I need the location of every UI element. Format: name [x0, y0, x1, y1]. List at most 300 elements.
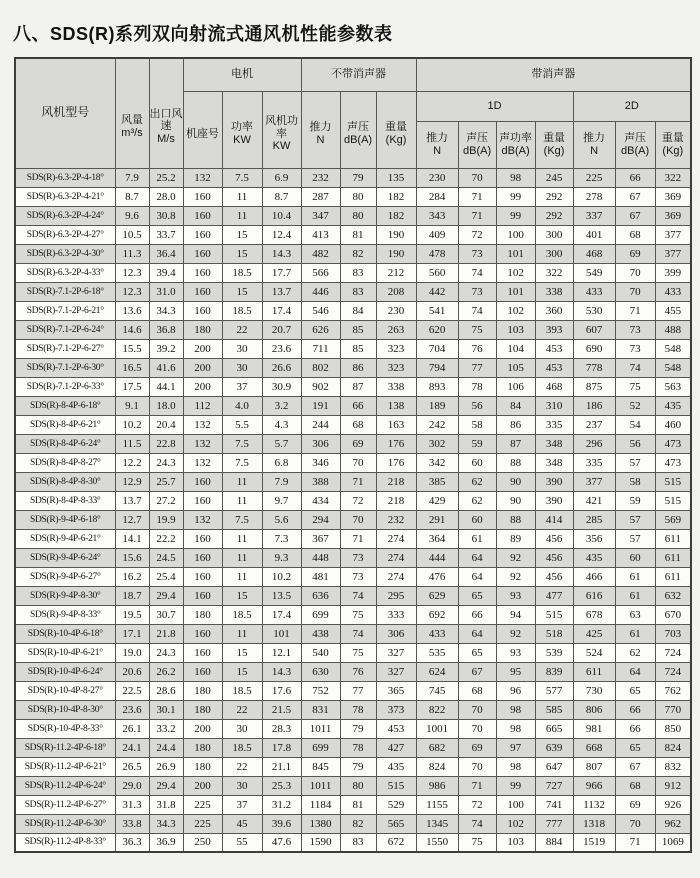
- model-cell: SDS(R)-10-4P-8-27°: [15, 681, 115, 700]
- value-cell: 59: [458, 434, 496, 453]
- value-cell: 3.2: [262, 396, 301, 415]
- value-cell: 337: [573, 206, 615, 225]
- value-cell: 26.1: [115, 719, 149, 738]
- value-cell: 75: [340, 605, 376, 624]
- value-cell: 13.5: [262, 586, 301, 605]
- value-cell: 711: [301, 339, 340, 358]
- value-cell: 377: [573, 472, 615, 491]
- value-cell: 20.6: [115, 662, 149, 681]
- value-cell: 225: [183, 795, 222, 814]
- value-cell: 70: [458, 719, 496, 738]
- value-cell: 75: [458, 833, 496, 852]
- value-cell: 577: [535, 681, 573, 700]
- value-cell: 515: [535, 605, 573, 624]
- table-row: [15, 814, 691, 833]
- value-cell: 1155: [416, 795, 458, 814]
- value-cell: 296: [573, 434, 615, 453]
- value-cell: 75: [615, 377, 655, 396]
- value-cell: 285: [573, 510, 615, 529]
- col-header-1d-weight: 重量 (Kg): [535, 121, 573, 168]
- table-row: [15, 643, 691, 662]
- value-cell: 11.5: [115, 434, 149, 453]
- value-cell: 41.6: [149, 358, 183, 377]
- value-cell: 163: [376, 415, 416, 434]
- value-cell: 777: [535, 814, 573, 833]
- value-cell: 322: [535, 263, 573, 282]
- value-cell: 26.2: [149, 662, 183, 681]
- value-cell: 106: [496, 377, 535, 396]
- value-cell: 962: [655, 814, 691, 833]
- value-cell: 20.7: [262, 320, 301, 339]
- value-cell: 986: [416, 776, 458, 795]
- model-cell: SDS(R)-9-4P-6-18°: [15, 510, 115, 529]
- value-cell: 68: [615, 225, 655, 244]
- value-cell: 585: [535, 700, 573, 719]
- value-cell: 364: [416, 529, 458, 548]
- value-cell: 101: [496, 244, 535, 263]
- value-cell: 5.7: [262, 434, 301, 453]
- model-cell: SDS(R)-9-4P-6-27°: [15, 567, 115, 586]
- value-cell: 778: [573, 358, 615, 377]
- value-cell: 66: [615, 168, 655, 187]
- value-cell: 12.9: [115, 472, 149, 491]
- value-cell: 66: [615, 700, 655, 719]
- value-cell: 22.8: [149, 434, 183, 453]
- model-cell: SDS(R)-10-4P-8-33°: [15, 719, 115, 738]
- value-cell: 186: [573, 396, 615, 415]
- value-cell: 360: [535, 301, 573, 320]
- value-cell: 12.1: [262, 643, 301, 662]
- value-cell: 9.7: [262, 491, 301, 510]
- value-cell: 433: [573, 282, 615, 301]
- value-cell: 24.4: [149, 738, 183, 757]
- value-cell: 39.6: [262, 814, 301, 833]
- value-cell: 87: [340, 377, 376, 396]
- value-cell: 30.9: [262, 377, 301, 396]
- value-cell: 356: [573, 529, 615, 548]
- outlet-speed-unit: M/s: [157, 133, 175, 146]
- value-cell: 75: [458, 320, 496, 339]
- value-cell: 66: [458, 605, 496, 624]
- value-cell: 690: [573, 339, 615, 358]
- value-cell: 7.5: [222, 510, 262, 529]
- value-cell: 390: [535, 472, 573, 491]
- value-cell: 1011: [301, 719, 340, 738]
- value-cell: 348: [535, 434, 573, 453]
- col-header-power: [222, 91, 262, 168]
- value-cell: 71: [615, 833, 655, 852]
- value-cell: 13.7: [262, 282, 301, 301]
- value-cell: 45: [222, 814, 262, 833]
- value-cell: 92: [496, 624, 535, 643]
- value-cell: 435: [655, 396, 691, 415]
- value-cell: 539: [535, 643, 573, 662]
- value-cell: 56: [615, 434, 655, 453]
- model-cell: SDS(R)-11.2-4P-8-33°: [15, 833, 115, 852]
- value-cell: 611: [655, 548, 691, 567]
- value-cell: 12.3: [115, 282, 149, 301]
- table-row: [15, 263, 691, 282]
- value-cell: 7.5: [222, 434, 262, 453]
- value-cell: 515: [655, 472, 691, 491]
- model-cell: SDS(R)-7.1-2P-6-33°: [15, 377, 115, 396]
- value-cell: 80: [340, 776, 376, 795]
- value-cell: 37: [222, 377, 262, 396]
- value-cell: 11: [222, 472, 262, 491]
- value-cell: 7.3: [262, 529, 301, 548]
- value-cell: 25.2: [149, 168, 183, 187]
- value-cell: 160: [183, 263, 222, 282]
- fan-power-label: 风机功率: [265, 115, 299, 140]
- model-cell: SDS(R)-6.3-2P-4-33°: [15, 263, 115, 282]
- value-cell: 237: [573, 415, 615, 434]
- value-cell: 1001: [416, 719, 458, 738]
- value-cell: 323: [376, 358, 416, 377]
- model-cell: SDS(R)-6.3-2P-4-24°: [15, 206, 115, 225]
- value-cell: 626: [301, 320, 340, 339]
- value-cell: 99: [496, 187, 535, 206]
- value-cell: 34.3: [149, 814, 183, 833]
- table-row: [15, 320, 691, 339]
- value-cell: 306: [376, 624, 416, 643]
- value-cell: 135: [376, 168, 416, 187]
- model-cell: SDS(R)-11.2-4P-6-24°: [15, 776, 115, 795]
- value-cell: 24.3: [149, 643, 183, 662]
- value-cell: 488: [655, 320, 691, 339]
- value-cell: 78: [458, 377, 496, 396]
- value-cell: 99: [496, 206, 535, 225]
- value-cell: 57: [615, 453, 655, 472]
- value-cell: 55: [222, 833, 262, 852]
- value-cell: 64: [458, 567, 496, 586]
- model-cell: SDS(R)-7.1-2P-6-18°: [15, 282, 115, 301]
- col-header-spl-ns: [340, 91, 376, 168]
- value-cell: 160: [183, 187, 222, 206]
- value-cell: 24.5: [149, 548, 183, 567]
- value-cell: 1380: [301, 814, 340, 833]
- value-cell: 1132: [573, 795, 615, 814]
- value-cell: 630: [301, 662, 340, 681]
- value-cell: 5.6: [262, 510, 301, 529]
- value-cell: 448: [301, 548, 340, 567]
- value-cell: 61: [615, 567, 655, 586]
- value-cell: 377: [655, 225, 691, 244]
- value-cell: 25.7: [149, 472, 183, 491]
- value-cell: 18.5: [222, 738, 262, 757]
- value-cell: 160: [183, 529, 222, 548]
- value-cell: 200: [183, 719, 222, 738]
- value-cell: 225: [573, 168, 615, 187]
- value-cell: 530: [573, 301, 615, 320]
- value-cell: 34.3: [149, 301, 183, 320]
- col-header-airflow: [115, 58, 149, 168]
- value-cell: 66: [615, 719, 655, 738]
- value-cell: 435: [573, 548, 615, 567]
- value-cell: 7.5: [222, 453, 262, 472]
- value-cell: 4.3: [262, 415, 301, 434]
- value-cell: 560: [416, 263, 458, 282]
- table-row: [15, 377, 691, 396]
- value-cell: 515: [655, 491, 691, 510]
- value-cell: 529: [376, 795, 416, 814]
- value-cell: 102: [496, 263, 535, 282]
- col-header-thrust-ns: [301, 91, 340, 168]
- value-cell: 64: [458, 624, 496, 643]
- value-cell: 15: [222, 244, 262, 263]
- spl-unit: dB(A): [343, 134, 373, 146]
- value-cell: 27.2: [149, 491, 183, 510]
- value-cell: 434: [301, 491, 340, 510]
- value-cell: 76: [340, 662, 376, 681]
- value-cell: 70: [340, 510, 376, 529]
- col-header-model-label: 风机型号: [41, 105, 90, 120]
- value-cell: 632: [655, 586, 691, 605]
- value-cell: 70: [340, 453, 376, 472]
- value-cell: 611: [655, 567, 691, 586]
- value-cell: 70: [458, 700, 496, 719]
- value-cell: 10.4: [262, 206, 301, 225]
- value-cell: 160: [183, 472, 222, 491]
- value-cell: 12.2: [115, 453, 149, 472]
- model-cell: SDS(R)-8-4P-8-30°: [15, 472, 115, 491]
- value-cell: 70: [458, 168, 496, 187]
- value-cell: 832: [655, 757, 691, 776]
- value-cell: 11: [222, 567, 262, 586]
- value-cell: 56: [458, 396, 496, 415]
- value-cell: 28.3: [262, 719, 301, 738]
- value-cell: 98: [496, 719, 535, 738]
- table-row: [15, 472, 691, 491]
- value-cell: 160: [183, 548, 222, 567]
- value-cell: 524: [573, 643, 615, 662]
- value-cell: 73: [458, 244, 496, 263]
- value-cell: 692: [416, 605, 458, 624]
- value-cell: 160: [183, 301, 222, 320]
- value-cell: 67: [458, 662, 496, 681]
- col-header-1d-thrust: 推力 N: [416, 121, 458, 168]
- value-cell: 180: [183, 681, 222, 700]
- value-cell: 101: [496, 282, 535, 301]
- value-cell: 64: [615, 662, 655, 681]
- value-cell: 10.5: [115, 225, 149, 244]
- table-row: [15, 415, 691, 434]
- value-cell: 92: [496, 548, 535, 567]
- value-cell: 182: [376, 206, 416, 225]
- value-cell: 39.2: [149, 339, 183, 358]
- value-cell: 74: [458, 263, 496, 282]
- value-cell: 83: [340, 263, 376, 282]
- value-cell: 442: [416, 282, 458, 301]
- value-cell: 96: [496, 681, 535, 700]
- value-cell: 17.7: [262, 263, 301, 282]
- value-cell: 189: [416, 396, 458, 415]
- value-cell: 473: [655, 434, 691, 453]
- model-cell: SDS(R)-10-4P-6-18°: [15, 624, 115, 643]
- model-cell: SDS(R)-9-4P-8-33°: [15, 605, 115, 624]
- value-cell: 444: [416, 548, 458, 567]
- value-cell: 18.5: [222, 605, 262, 624]
- value-cell: 65: [615, 681, 655, 700]
- value-cell: 182: [376, 187, 416, 206]
- value-cell: 427: [376, 738, 416, 757]
- value-cell: 200: [183, 358, 222, 377]
- value-cell: 548: [655, 358, 691, 377]
- col-group-with-silencer: 带消声器: [416, 58, 691, 91]
- value-cell: 71: [615, 301, 655, 320]
- value-cell: 70: [615, 814, 655, 833]
- col-header-2d-spl: 声压 dB(A): [615, 121, 655, 168]
- value-cell: 71: [458, 187, 496, 206]
- value-cell: 294: [301, 510, 340, 529]
- table-row: [15, 719, 691, 738]
- value-cell: 365: [376, 681, 416, 700]
- value-cell: 75: [340, 643, 376, 662]
- value-cell: 132: [183, 453, 222, 472]
- value-cell: 730: [573, 681, 615, 700]
- model-cell: SDS(R)-8-4P-6-24°: [15, 434, 115, 453]
- value-cell: 21.8: [149, 624, 183, 643]
- value-cell: 36.4: [149, 244, 183, 263]
- value-cell: 367: [301, 529, 340, 548]
- value-cell: 70: [615, 282, 655, 301]
- value-cell: 64: [458, 548, 496, 567]
- value-cell: 9.6: [115, 206, 149, 225]
- value-cell: 17.6: [262, 681, 301, 700]
- table-row: [15, 510, 691, 529]
- value-cell: 284: [416, 187, 458, 206]
- value-cell: 515: [376, 776, 416, 795]
- value-cell: 102: [496, 301, 535, 320]
- col-header-fan-power: [262, 91, 301, 168]
- value-cell: 278: [573, 187, 615, 206]
- value-cell: 429: [416, 491, 458, 510]
- value-cell: 678: [573, 605, 615, 624]
- value-cell: 72: [340, 491, 376, 510]
- value-cell: 81: [340, 225, 376, 244]
- table-row: [15, 187, 691, 206]
- value-cell: 348: [535, 453, 573, 472]
- table-row: [15, 662, 691, 681]
- value-cell: 565: [376, 814, 416, 833]
- value-cell: 82: [340, 244, 376, 263]
- value-cell: 70: [615, 263, 655, 282]
- value-cell: 39.4: [149, 263, 183, 282]
- value-cell: 93: [496, 643, 535, 662]
- value-cell: 100: [496, 225, 535, 244]
- value-cell: 478: [416, 244, 458, 263]
- model-cell: SDS(R)-11.2-4P-6-21°: [15, 757, 115, 776]
- value-cell: 180: [183, 738, 222, 757]
- value-cell: 310: [535, 396, 573, 415]
- value-cell: 548: [655, 339, 691, 358]
- table-row: [15, 681, 691, 700]
- value-cell: 26.9: [149, 757, 183, 776]
- col-header-2d-weight: 重量 (Kg): [655, 121, 691, 168]
- value-cell: 90: [496, 472, 535, 491]
- value-cell: 8.7: [262, 187, 301, 206]
- value-cell: 33.2: [149, 719, 183, 738]
- value-cell: 456: [535, 529, 573, 548]
- value-cell: 346: [301, 453, 340, 472]
- value-cell: 74: [340, 586, 376, 605]
- value-cell: 160: [183, 225, 222, 244]
- model-cell: SDS(R)-7.1-2P-6-24°: [15, 320, 115, 339]
- value-cell: 79: [340, 719, 376, 738]
- value-cell: 180: [183, 320, 222, 339]
- model-cell: SDS(R)-6.3-2P-4-27°: [15, 225, 115, 244]
- value-cell: 80: [340, 187, 376, 206]
- value-cell: 639: [535, 738, 573, 757]
- value-cell: 11: [222, 624, 262, 643]
- col-header-weight-ns: [376, 91, 416, 168]
- value-cell: 981: [573, 719, 615, 738]
- value-cell: 99: [496, 776, 535, 795]
- model-cell: SDS(R)-10-4P-6-21°: [15, 643, 115, 662]
- value-cell: 225: [183, 814, 222, 833]
- value-cell: 36.9: [149, 833, 183, 852]
- value-cell: 242: [416, 415, 458, 434]
- value-cell: 71: [458, 206, 496, 225]
- value-cell: 103: [496, 833, 535, 852]
- value-cell: 23.6: [115, 700, 149, 719]
- value-cell: 611: [573, 662, 615, 681]
- value-cell: 425: [573, 624, 615, 643]
- value-cell: 160: [183, 206, 222, 225]
- value-cell: 14.3: [262, 244, 301, 263]
- value-cell: 74: [458, 301, 496, 320]
- value-cell: 62: [458, 472, 496, 491]
- value-cell: 11: [222, 491, 262, 510]
- value-cell: 699: [301, 605, 340, 624]
- value-cell: 433: [416, 624, 458, 643]
- value-cell: 802: [301, 358, 340, 377]
- value-cell: 200: [183, 776, 222, 795]
- value-cell: 1519: [573, 833, 615, 852]
- value-cell: 13.7: [115, 491, 149, 510]
- value-cell: 57: [615, 529, 655, 548]
- value-cell: 36.3: [115, 833, 149, 852]
- value-cell: 287: [301, 187, 340, 206]
- value-cell: 244: [301, 415, 340, 434]
- table-row: [15, 738, 691, 757]
- value-cell: 481: [301, 567, 340, 586]
- value-cell: 31.8: [149, 795, 183, 814]
- value-cell: 292: [535, 187, 573, 206]
- value-cell: 385: [416, 472, 458, 491]
- value-cell: 218: [376, 472, 416, 491]
- value-cell: 22.5: [115, 681, 149, 700]
- value-cell: 607: [573, 320, 615, 339]
- value-cell: 61: [615, 624, 655, 643]
- value-cell: 94: [496, 605, 535, 624]
- value-cell: 87: [496, 434, 535, 453]
- value-cell: 845: [301, 757, 340, 776]
- value-cell: 245: [535, 168, 573, 187]
- value-cell: 74: [340, 624, 376, 643]
- value-cell: 33.7: [149, 225, 183, 244]
- value-cell: 14.1: [115, 529, 149, 548]
- value-cell: 74: [615, 358, 655, 377]
- value-cell: 29.4: [149, 776, 183, 795]
- value-cell: 9.1: [115, 396, 149, 415]
- value-cell: 1069: [655, 833, 691, 852]
- value-cell: 30: [222, 339, 262, 358]
- value-cell: 12.4: [262, 225, 301, 244]
- outlet-speed-label: 出口风速: [149, 107, 183, 133]
- value-cell: 335: [535, 415, 573, 434]
- value-cell: 180: [183, 605, 222, 624]
- value-cell: 31.2: [262, 795, 301, 814]
